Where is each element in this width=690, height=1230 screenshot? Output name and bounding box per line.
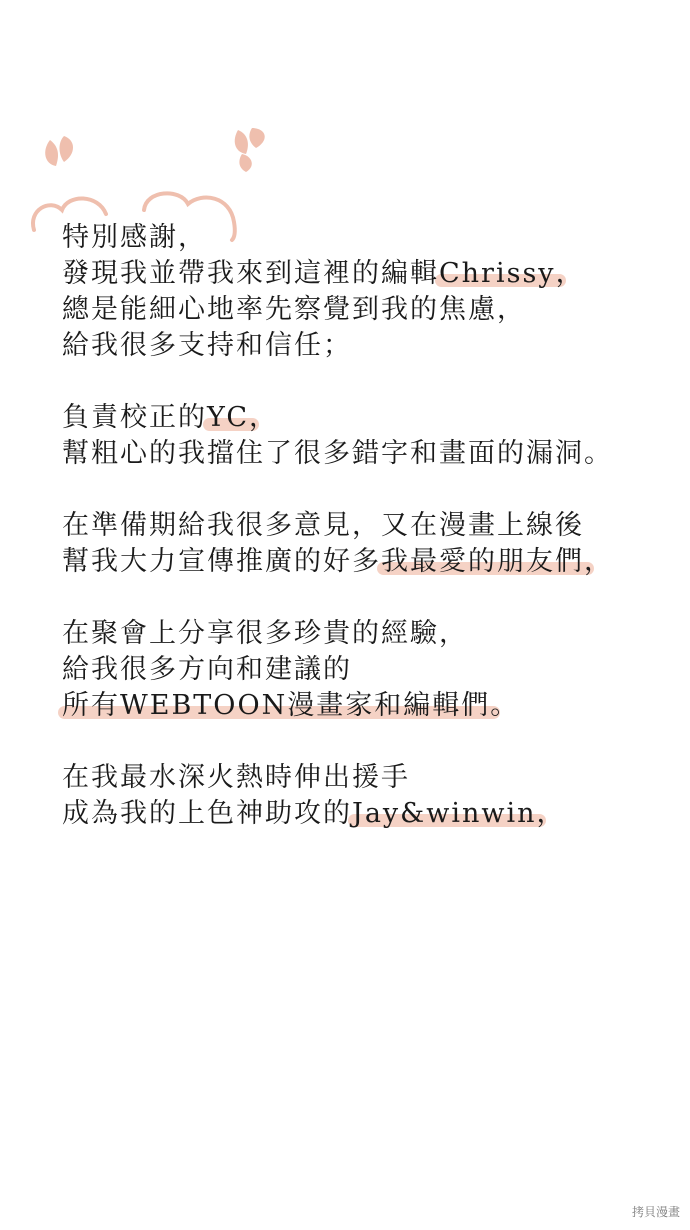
letter-line: 幫粗心的我擋住了很多錯字和畫面的漏洞。 xyxy=(62,438,613,469)
watermark: 拷貝漫畫 xyxy=(631,1205,680,1219)
letter-line: 成為我的上色神助攻的Jay&winwin， xyxy=(62,796,682,832)
highlight-friends: 我最愛的朋友們 xyxy=(381,544,584,580)
letter-line: 所有WEBTOON漫畫家和編輯們。 xyxy=(62,688,682,724)
letter-line: 負責校正的YC， xyxy=(62,400,682,436)
highlight-name-chrissy: Chrissy xyxy=(439,256,556,292)
letter-line: 給我很多方向和建議的 xyxy=(62,654,352,685)
thank-you-letter xyxy=(62,220,682,832)
letter-line: 幫我大力宣傳推廣的好多我最愛的朋友們， xyxy=(62,544,682,580)
letter-line: 在準備期給我很多意見，又在漫畫上線後 xyxy=(62,510,584,541)
letter-line: 發現我並帶我來到這裡的編輯Chrissy， xyxy=(62,256,682,292)
letter-line: 總是能細心地率先察覺到我的焦慮， xyxy=(62,294,526,325)
letter-line: 給我很多支持和信任； xyxy=(62,330,352,361)
highlight-jay-winwin: Jay&winwin xyxy=(352,796,536,832)
letter-line: 在我最水深火熱時伸出援手 xyxy=(62,762,410,793)
highlight-name-yc: YC xyxy=(207,400,249,436)
letter-line: 在聚會上分享很多珍貴的經驗， xyxy=(62,618,468,649)
highlight-webtoon-artists: 所有WEBTOON漫畫家和編輯們 xyxy=(62,688,490,724)
letter-line: 特別感謝， xyxy=(62,222,207,253)
